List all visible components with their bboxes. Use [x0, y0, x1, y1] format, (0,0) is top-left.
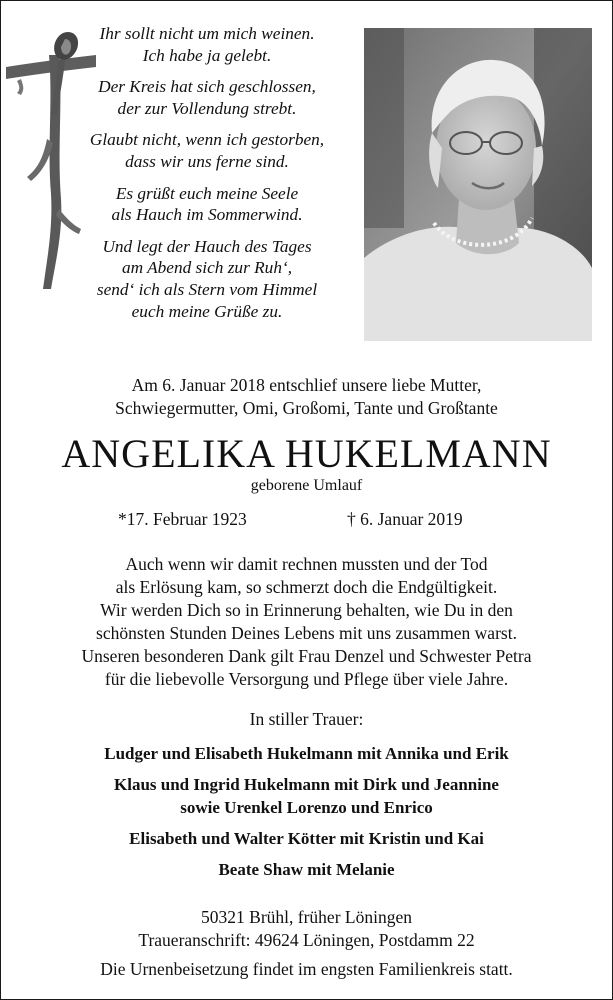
message-line: Auch wenn wir damit rechnen mussten und der Tod	[125, 554, 488, 574]
address	[1, 906, 612, 952]
poem-stanza	[57, 76, 357, 119]
message-line: Unseren besonderen Dank gilt Frau Denzel und Schwester Petra	[81, 646, 532, 666]
poem-line: am Abend sich zur Ruh‘,	[121, 258, 293, 278]
mourner-family: Ludger und Elisabeth Hukelmann mit Annika und Erik	[104, 744, 509, 763]
birth-date: *17. Februar 1923	[118, 509, 247, 529]
announcement-intro	[1, 374, 612, 420]
mourners-label: In stiller Trauer:	[249, 709, 364, 729]
message-line: Wir werden Dich so in Erinnerung behalten, wie Du in den	[100, 600, 513, 620]
mourner-family	[1, 773, 612, 819]
message	[1, 553, 612, 691]
mourner-family: Beate Shaw mit Melanie	[218, 860, 395, 879]
deceased-name: ANGELIKA HUKELMANN	[61, 431, 552, 476]
poem-line: send‘ ich als Stern vom Himmel	[96, 279, 318, 299]
mourner-family: Elisabeth und Walter Kötter mit Kristin und Kai	[129, 829, 484, 848]
intro-line: Schwiegermutter, Omi, Großomi, Tante und Großtante	[115, 398, 498, 418]
portrait-photo	[364, 28, 592, 341]
poem-line: dass wir uns ferne sind.	[125, 151, 289, 171]
intro-line: Am 6. Januar 2018 entschlief unsere liebe Mutter,	[131, 375, 482, 395]
mourner-family-line: Klaus und Ingrid Hukelmann mit Dirk und Jeannine	[114, 775, 499, 794]
life-dates	[1, 509, 612, 535]
mourner-family-line: sowie Urenkel Lorenzo und Enrico	[180, 798, 433, 817]
poem-line: Der Kreis hat sich geschlossen,	[98, 77, 316, 97]
poem-stanza	[57, 183, 357, 226]
poem-line: Ihr sollt nicht um mich weinen.	[99, 24, 315, 43]
message-line: schönsten Stunden Deines Lebens mit uns zusammen warst.	[96, 623, 517, 643]
message-line: als Erlösung kam, so schmerzt doch die Endgültigkeit.	[115, 577, 498, 597]
poem-stanza	[57, 129, 357, 172]
poem-line: Ich habe ja gelebt.	[142, 45, 272, 65]
poem-stanza	[57, 23, 357, 66]
address-location: 50321 Brühl, früher Löningen	[201, 907, 412, 927]
poem-line: Glaubt nicht, wenn ich gestorben,	[89, 130, 325, 150]
message-line: für die liebevolle Versorgung und Pflege über viele Jahre.	[104, 669, 509, 689]
poem	[57, 23, 357, 332]
poem-line: als Hauch im Sommerwind.	[111, 205, 303, 225]
closing-note: Die Urnenbeisetzung findet im engsten Familienkreis statt.	[100, 959, 513, 979]
poem-line: Es grüßt euch meine Seele	[115, 183, 299, 203]
poem-line: der zur Vollendung strebt.	[117, 98, 297, 118]
birth-name: geborene Umlauf	[250, 477, 363, 494]
poem-stanza	[57, 236, 357, 322]
poem-line: euch meine Grüße zu.	[131, 301, 283, 321]
death-date: † 6. Januar 2019	[347, 509, 463, 529]
address-contact: Traueranschrift: 49624 Löningen, Postdamm 22	[138, 930, 475, 950]
main-content	[1, 374, 612, 981]
poem-line: Und legt der Hauch des Tages	[102, 236, 312, 256]
